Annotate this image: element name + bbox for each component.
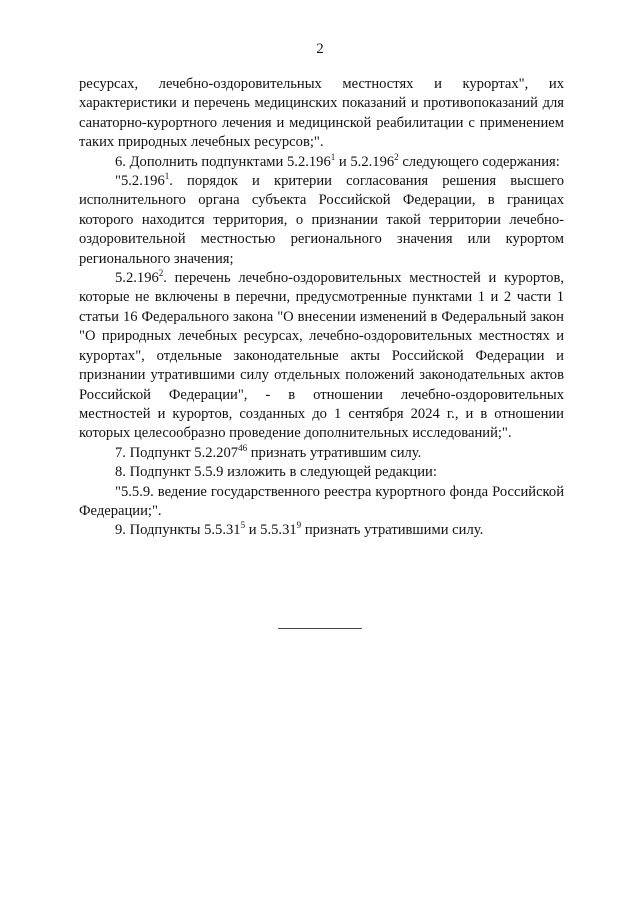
superscript: 1 (330, 151, 336, 162)
text-segment: 5.2.196 (115, 270, 159, 287)
text-segment: 7. Подпункт 5.2.207 (115, 444, 239, 461)
superscript: 2 (158, 268, 164, 279)
document-body (79, 75, 564, 541)
text-segment: . порядок и критерии согласования решения высшего исполнительного органа субъекта Российской Федерации, в границах которого находится территория, о признании такой территории лечебно-оздоровительной местностью регионального значения или курортом регионального значения; (79, 173, 564, 267)
paragraph-continuation: ресурсах, лечебно-оздоровительных местностях и курортах", их характеристики и перечень медицинских показаний и противопоказаний для санаторно-курортного лечения и медицинской реабилитации с применением таких природных лечебных ресурсов;". (79, 76, 564, 151)
text-segment: "5.2.196 (115, 173, 165, 190)
superscript: 2 (394, 151, 399, 162)
text-segment: 9. Подпункты 5.5.31 (115, 522, 241, 539)
text-segment: признать утратившим силу. (247, 444, 422, 461)
text-segment: и 5.5.31 (245, 522, 297, 539)
superscript: 46 (238, 442, 248, 453)
paragraph-item-8: 8. Подпункт 5.5.9 изложить в следующей редакции: (115, 464, 437, 481)
superscript: 1 (164, 171, 170, 182)
paragraph-5-5-9: "5.5.9. ведение государственного реестра курортного фонда Российской Федерации;". (79, 483, 564, 519)
text-segment: . перечень лечебно-оздоровительных местностей и курортов, которые не включены в перечни, предусмотренные пунктами 1 и 2 части 1 статьи 16 Федерального закона "О внесении изменений в Федеральный закон "О природных лечебных ресурсах, лечебно-оздоровительных местностях и курортах", отдельные законодательные акты Российской Федерации и признании утратившими силу отдельных положений законодательных актов Российской Федерации", - в отношении лечебно-оздоровительных местностей и курортов, созданных до 1 сентября 2024 г., и в отношении которых целесообразно проведение дополнительных исследований;". (79, 270, 564, 442)
paragraph-item-6 (79, 153, 564, 172)
superscript: 9 (296, 520, 302, 531)
superscript: 5 (240, 520, 246, 531)
end-divider-line (278, 628, 362, 629)
text-segment: признать утратившими силу. (301, 522, 484, 539)
paragraph-5-2-196-2 (79, 269, 564, 444)
paragraph-item-7 (79, 444, 564, 463)
text-segment: 6. Дополнить подпунктами 5.2.196 (115, 153, 331, 170)
paragraph-5-2-196-1 (79, 172, 564, 269)
page-number: 2 (316, 41, 324, 57)
paragraph-item-9 (79, 521, 564, 540)
text-segment: и 5.2.196 (335, 153, 395, 170)
text-segment: следующего содержания: (398, 153, 560, 170)
